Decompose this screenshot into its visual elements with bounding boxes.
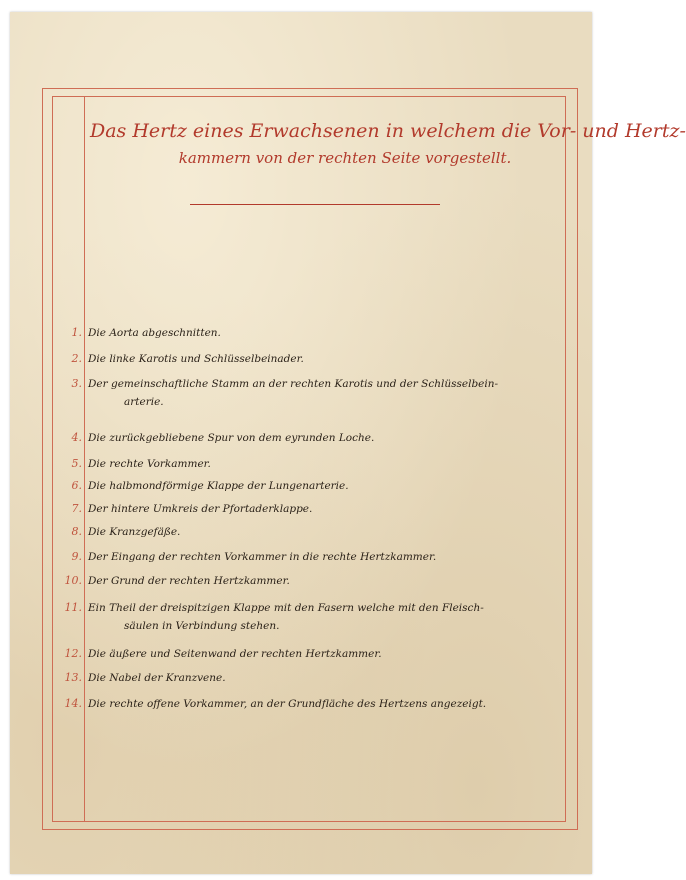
item-text: Die rechte offene Vorkammer, an der Grundfläche des Hertzens angezeigt. xyxy=(88,698,487,710)
item-text: Der gemeinschaftliche Stamm an der rechten Karotis und der Schlüsselbein- xyxy=(88,378,499,390)
item-number: 9. xyxy=(71,550,82,563)
item-number: 4. xyxy=(71,431,82,444)
item-number: 7. xyxy=(71,502,82,515)
item-text: Die zurückgebliebene Spur von dem eyrunden Loche. xyxy=(88,432,375,444)
item-number: 6. xyxy=(71,479,82,492)
item-text-continuation: säulen in Verbindung stehen. xyxy=(124,620,280,632)
item-number: 2. xyxy=(71,352,82,365)
item-text: Die rechte Vorkammer. xyxy=(88,458,211,470)
item-number: 12. xyxy=(64,647,82,660)
item-text: Die Aorta abgeschnitten. xyxy=(88,327,221,339)
item-text: Die Nabel der Kranzvene. xyxy=(88,672,226,684)
item-number: 3. xyxy=(71,377,82,390)
title-line-1: Das Hertz eines Erwachsenen in welchem die Vor- und Hertz- xyxy=(90,120,686,142)
item-text-continuation: arterie. xyxy=(124,396,164,408)
item-text: Die äußere und Seitenwand der rechten Hertzkammer. xyxy=(88,648,382,660)
item-text: Der Eingang der rechten Vorkammer in die rechte Hertzkammer. xyxy=(88,551,437,563)
title-underline xyxy=(190,204,440,205)
margin-rule xyxy=(84,96,85,822)
item-text: Der Grund der rechten Hertzkammer. xyxy=(88,575,290,587)
item-text: Die linke Karotis und Schlüsselbeinader. xyxy=(88,353,304,365)
item-number: 1. xyxy=(71,326,82,339)
item-number: 11. xyxy=(64,601,82,614)
item-number: 10. xyxy=(64,574,82,587)
item-number: 13. xyxy=(64,671,82,684)
item-number: 14. xyxy=(64,697,82,710)
item-number: 5. xyxy=(71,457,82,470)
title-line-2: kammern von der rechten Seite vorgestellt. xyxy=(178,149,512,167)
page-title xyxy=(90,118,686,172)
item-text: Ein Theil der dreispitzigen Klappe mit den Fasern welche mit den Fleisch- xyxy=(88,602,484,614)
item-text: Die Kranzgefäße. xyxy=(88,526,181,538)
item-text: Der hintere Umkreis der Pfortaderklappe. xyxy=(88,503,313,515)
item-text: Die halbmondförmige Klappe der Lungenarterie. xyxy=(88,480,349,492)
item-number: 8. xyxy=(71,525,82,538)
